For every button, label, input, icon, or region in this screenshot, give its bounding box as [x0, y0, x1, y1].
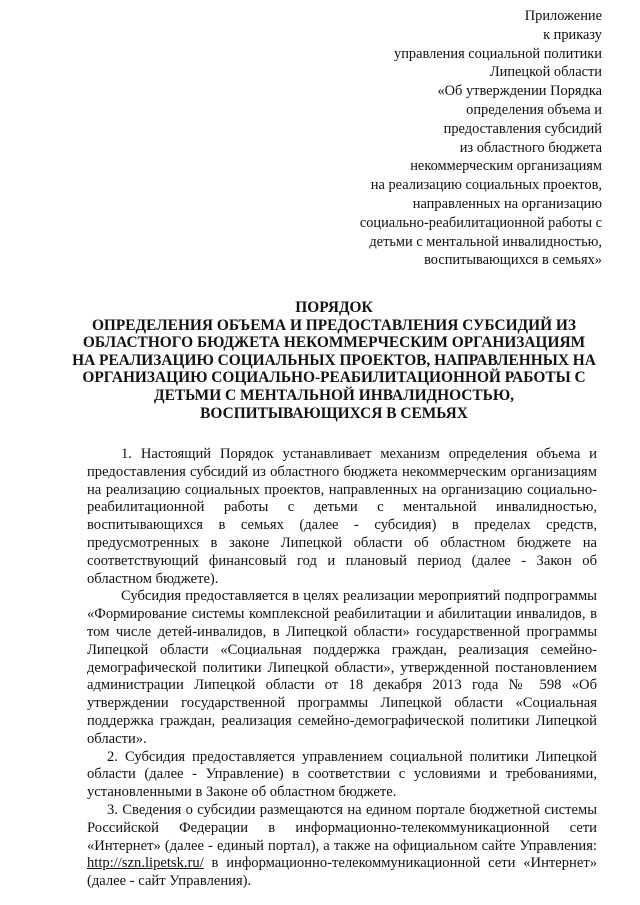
title-line: ОПРЕДЕЛЕНИЯ ОБЪЕМА И ПРЕДОСТАВЛЕНИЯ СУБСИДИЙ ИЗ	[91, 316, 577, 334]
appendix-line: из областного бюджета	[459, 139, 602, 156]
appendix-line: направленных на организацию	[412, 195, 602, 212]
title-line: НА РЕАЛИЗАЦИЮ СОЦИАЛЬНЫХ ПРОЕКТОВ, НАПРАВЛЕННЫХ НА	[72, 351, 596, 369]
paragraph-4	[87, 802, 597, 891]
paragraph-4-text-end: в информационно-телекоммуникационной сети «Интернет» (далее - сайт Управления).	[87, 855, 597, 890]
appendix-line: Липецкой области	[489, 64, 602, 81]
title-line: ВОСПИТЫВАЮЩИХСЯ В СЕМЬЯХ	[200, 404, 468, 422]
appendix-header	[312, 7, 602, 270]
title-line: ДЕТЬМИ С МЕНТАЛЬНОЙ ИНВАЛИДНОСТЬЮ,	[153, 386, 514, 404]
document-title	[72, 299, 596, 422]
appendix-line: детьми с ментальной инвалидностью,	[369, 233, 602, 250]
document-body	[87, 446, 597, 891]
appendix-line: предоставления субсидий	[443, 120, 602, 137]
paragraph-3: 2. Субсидия предоставляется управлением социальной политики Липецкой области (далее - Управление) в соответствии с условиями и требованиями, установленными в Законе об областном бюджете.	[87, 748, 597, 801]
paragraph-4-text: 3. Сведения о субсидии размещаются на едином портале бюджетной системы Российской Федерации в информационно-телекоммуникационной сети «Интернет» (далее - единый портал), а также на официальном сайте Управления:	[87, 801, 597, 854]
appendix-line: воспитывающихся в семьях»	[424, 252, 602, 269]
appendix-line: «Об утверждении Порядка	[437, 83, 602, 100]
appendix-line: на реализацию социальных проектов,	[370, 177, 602, 194]
paragraph-1: 1. Настоящий Порядок устанавливает механизм определения объема и предоставления субсидий из областного бюджета некоммерческим организациям на реализацию социальных проектов, направленных на организацию социально-реабилитационной работы с детьми с ментальной инвалидностью, воспитывающихся в семьях (далее - субсидия) в пределах средств, предусмотренных в законе Липецкой области об областном бюджете на соответствующий финансовый год и плановый период (далее - Закон об областном бюджете).	[87, 446, 597, 587]
appendix-line: управления социальной политики	[394, 45, 602, 62]
appendix-line: некоммерческим организациям	[410, 158, 602, 175]
title-line: ОРГАНИЗАЦИЮ СОЦИАЛЬНО-РЕАБИЛИТАЦИОННОЙ РАБОТЫ С	[82, 369, 586, 387]
appendix-line: определения объема и	[466, 101, 602, 118]
appendix-line: социально-реабилитационной работы с	[359, 214, 602, 231]
paragraph-2: Субсидия предоставляется в целях реализации мероприятий подпрограммы «Формирование системы комплексной реабилитации и абилитации инвалидов, в том числе детей-инвалидов, в Липецкой области» государственной программы Липецкой области «Социальная поддержка граждан, реализация семейно-демографической политики Липецкой области», утвержденной постановлением администрации Липецкой области от 18 декабря 2013 года № 598 «Об утверждении государственной программы Липецкой области «Социальная поддержка граждан, реализация семейно-демографической политики Липецкой области».	[87, 588, 597, 747]
appendix-line: к приказу	[543, 26, 602, 43]
appendix-line: Приложение	[524, 8, 602, 24]
title-line: ПОРЯДОК	[295, 299, 373, 316]
website-link[interactable]: http://szn.lipetsk.ru/	[87, 855, 204, 872]
title-line: ОБЛАСТНОГО БЮДЖЕТА НЕКОММЕРЧЕСКИМ ОРГАНИЗАЦИЯМ	[82, 334, 586, 352]
